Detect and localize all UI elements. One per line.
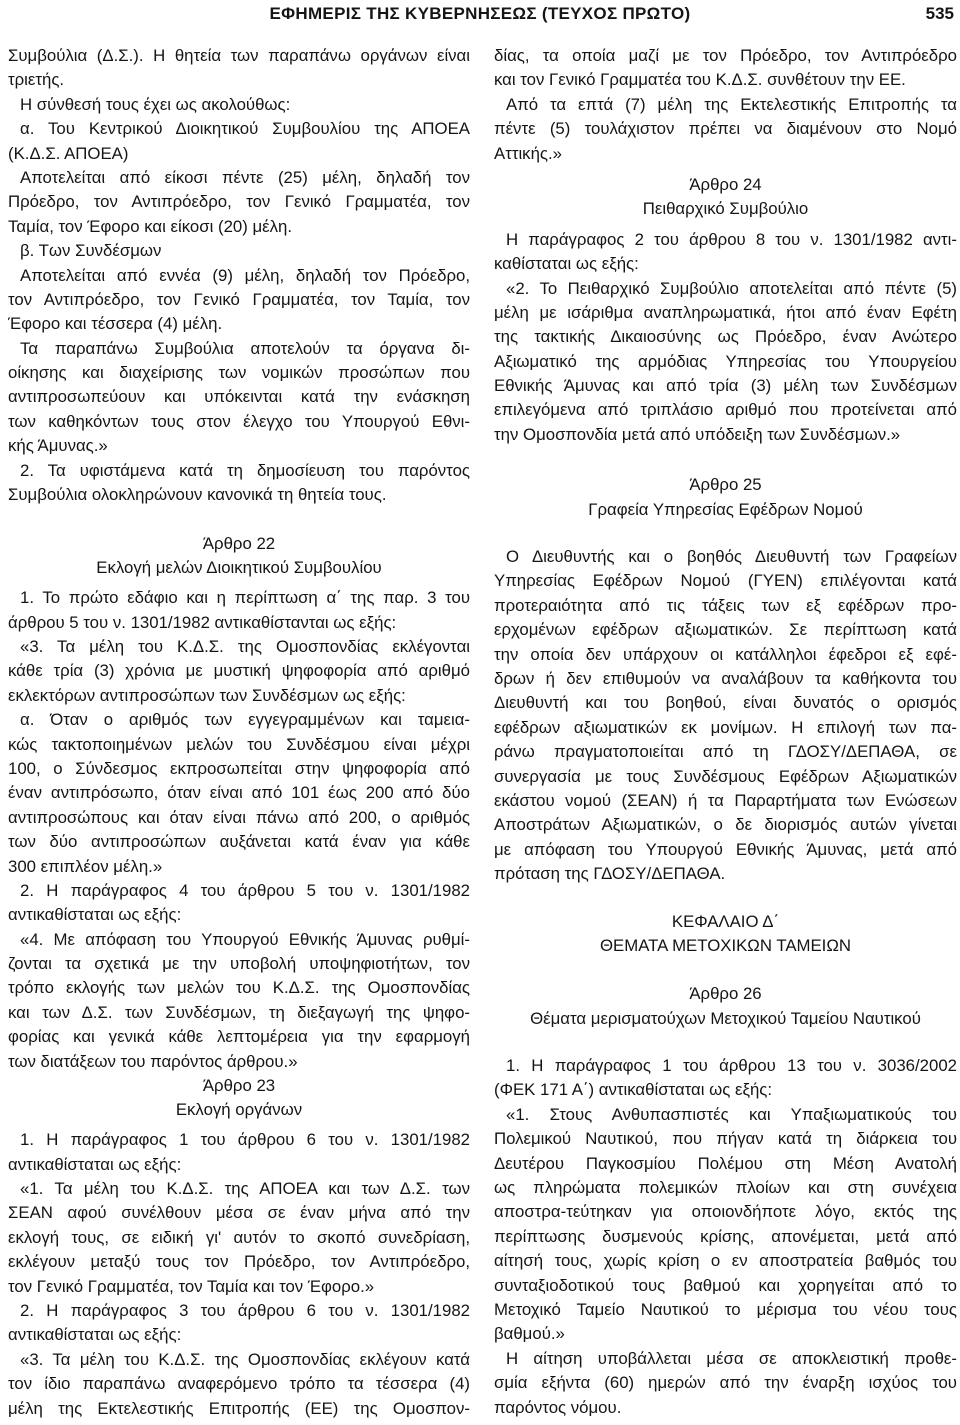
text-line: 300 επιπλέον μέλη.»: [8, 856, 163, 876]
text-line: μέλη της Εκτελεστικής Επιτροπής (ΕΕ) της Ομοσπον-: [8, 1398, 470, 1418]
text-line: δρων ή δεν επιθυμούν να αναλάβουν τα καθήκοντα του: [494, 668, 957, 688]
paragraph: [494, 1347, 957, 1420]
text-line: εκλεκτόρων αντιπροσώπων των Συνδέσμων ως εξής:: [8, 685, 406, 705]
text-line: Από τα επτά (7) μέλη της Εκτελεστικής Επιτροπής τα: [506, 94, 957, 114]
article-heading: [8, 1074, 470, 1123]
text-line: αντιπροσώπους και όταν είναι πάνω από 200, ο αριθμός: [8, 807, 470, 827]
text-line: μέλη με ισάριθμα αναπληρωματικά, ήτοι από έναν Εφέτη: [494, 302, 957, 322]
text-line: Αποτελείται από είκοσι πέντε (25) μέλη, δηλαδή τον: [20, 167, 470, 187]
text-line: α. Του Κεντρικού Διοικητικού Συμβουλίου της ΑΠΟΕΑ: [20, 119, 470, 139]
text-line: εκλογή τους, σε ειδική γι' αυτόν το σκοπό συνεδρίαση,: [8, 1227, 470, 1247]
text-line: «1. Τα μέλη του Κ.Δ.Σ. της ΑΠΟΕΑ και των Δ.Σ. των: [20, 1179, 470, 1199]
text-line: παρόντος νόμου.: [494, 1397, 622, 1417]
paragraph: [8, 239, 470, 263]
paragraph: [8, 1348, 470, 1421]
text-line: την Ομοσπονδία μετά από υπόδειξη των Συνδέσμων.»: [494, 424, 901, 444]
paragraph: [8, 44, 470, 93]
text-line: καθίσταται ως εξής:: [494, 254, 639, 274]
article-heading: [8, 532, 470, 581]
paragraph: [8, 337, 470, 459]
article-number: Άρθρο 23: [202, 1076, 276, 1096]
text-line: φορίας και γενικά κάθε λεπτομέρεια για την εφαρμογή: [8, 1027, 470, 1047]
page-header: [0, 2, 960, 26]
text-line: των διατάξεων του παρόντος άρθρου.»: [8, 1051, 298, 1071]
text-line: «3. Τα μέλη του Κ.Δ.Σ. της Ομοσπονδίας εκλέγουν κατά: [20, 1349, 470, 1369]
text-line: Πολεμικού Ναυτικού, που πήγαν κατά τη διάρκεια του: [494, 1129, 957, 1149]
text-line: Διευθυντή και του βοηθού, είναι δυνατός ο ορισμός: [494, 693, 957, 713]
text-line: και των Δ.Σ. των Συνδέσμων, τη διεξαγωγή της ψηφο-: [8, 1002, 470, 1022]
article-heading: [494, 173, 957, 222]
text-line: 2. Η παράγραφος 4 του άρθρου 5 του ν. 1301/1982: [20, 880, 470, 900]
text-line: με απόφαση του Υπουργού Εθνικής Άμυνας, μετά από: [494, 839, 957, 859]
article-title: Εκλογή οργάνων: [175, 1100, 303, 1120]
text-line: και τον Γενικό Γραμματέα του Κ.Δ.Σ. συνθέτουν την ΕΕ.: [494, 70, 906, 90]
text-line: Υπηρεσίας Εφέδρων Νομού (ΓΥΕΝ) επιλέγονται κατά: [494, 571, 957, 591]
paragraph: [8, 635, 470, 708]
text-line: αντικαθίσταται ως εξής:: [8, 1154, 182, 1174]
text-line: 1. Το πρώτο εδάφιο και η περίπτωση α΄ της παρ. 3 του: [20, 588, 470, 608]
paragraph: [8, 1128, 470, 1177]
text-line: (Κ.Δ.Σ. ΑΠΟΕΑ): [8, 143, 129, 163]
text-line: επιλεγόμενα από τριπλάσιο αριθμό που προτείνεται από: [494, 400, 957, 420]
text-line: εφέδρων αξιωματικών εκ μονίμων. Η επιλογή των πα-: [494, 717, 957, 737]
text-line: περίπτωσης δυσμενούς κρίσης, απονέμεται, μετά από: [494, 1226, 957, 1246]
text-line: αντικαθίσταται ως εξής:: [8, 1325, 182, 1345]
text-line: Δευτέρου Παγκοσμίου Πολέμου στη Μέση Ανατολή: [494, 1153, 957, 1173]
text-line: Αξιωματικό της αρμόδιας Υπηρεσίας του Υπουργείου: [494, 351, 957, 371]
text-line: Τα παραπάνω Συμβούλια αποτελούν τα όργανα δι-: [20, 338, 470, 358]
article-title: Γραφεία Υπηρεσίας Εφέδρων Νομού: [588, 499, 863, 519]
paragraph: [494, 1103, 957, 1347]
article-heading: [494, 982, 957, 1031]
text-line: οίκησης και διαχείρισης των νομικών προσώπων που: [8, 363, 470, 383]
text-line: τριετής.: [8, 70, 65, 90]
text-line: 100, ο Σύνδεσμος εκπροσωπείται στην ψηφοφορία από: [8, 758, 470, 778]
right-column: [494, 44, 957, 1420]
text-line: αποστρα-τεύτηκαν για οποιονδήποτε λόγο, εκτός της: [494, 1202, 957, 1222]
text-line: εκλέγουν μεταξύ τους τον Πρόεδρο, τον Αντιπρόεδρο,: [8, 1252, 470, 1272]
text-line: Μετοχικό Ταμείο Ναυτικού το μέρισμα του νέου τους: [494, 1299, 957, 1319]
text-line: «3. Τα μέλη του Κ.Δ.Σ. της Ομοσπονδίας εκλέγονται: [20, 636, 470, 656]
text-line: «4. Με απόφαση του Υπουργού Εθνικής Άμυνας ρυθμί-: [20, 929, 470, 949]
text-line: β. Των Συνδέσμων: [20, 241, 162, 261]
text-line: Αποστράτων Αξιωματικών, ο δε διορισμός αυτών γίνεται: [494, 815, 957, 835]
text-line: της τακτικής Δικαιοσύνης ως Πρόεδρο, έναν Ανώτερο: [494, 327, 957, 347]
chapter-heading: [494, 910, 957, 959]
text-line: τον ίδιο παραπάνω αναφερόμενο τρόπο τα τέσσερα (4): [8, 1374, 470, 1394]
text-line: Ο Διευθυντής και ο βοηθός Διευθυντή των Γραφείων: [506, 547, 957, 567]
text-line: «1. Στους Ανθυπασπιστές και Υπαξιωματικούς του: [506, 1104, 957, 1124]
text-line: Πρόεδρο, τον Αντιπρόεδρο, τον Γενικό Γραμματέα, τον: [8, 192, 470, 212]
article-number: Άρθρο 25: [689, 475, 762, 495]
paragraph: [8, 459, 470, 508]
text-line: (ΦΕΚ 171 Α΄) αντικαθίσταται ως εξής:: [494, 1080, 773, 1100]
text-line: ΣΕΑΝ αφού συνέλθουν μέσα σε έναν μήνα από την: [8, 1203, 470, 1223]
text-line: την οποία δεν υπάρχουν οι κατάλληλοι έφεδροι εξ εφέ-: [494, 644, 957, 664]
text-line: τρόπο εκλογής των μελών του Κ.Δ.Σ. της Ομοσπονδίας: [8, 978, 470, 998]
text-line: 1. Η παράγραφος 1 του άρθρου 6 του ν. 1301/1982: [20, 1130, 470, 1150]
text-line: κής Άμυνας.»: [8, 436, 108, 456]
left-column: [8, 44, 470, 1421]
text-line: Εθνικής Άμυνας και από τρία (3) μέλη των Συνδέσμων: [494, 376, 957, 396]
chapter-number: ΚΕΦΑΛΑΙΟ Δ΄: [671, 911, 780, 931]
text-line: των δύο αντιπροσώπων αυξάνεται κατά έναν για κάθε: [8, 832, 470, 852]
text-line: προτεραιότητα από τις τάξεις των εξ εφέδρων προ-: [494, 595, 957, 615]
paragraph: [8, 708, 470, 879]
text-line: βαθμού.»: [494, 1324, 565, 1344]
paragraph: [494, 1054, 957, 1103]
article-title: Θέματα μερισματούχων Μετοχικού Ταμείου Ναυτικού: [530, 1008, 921, 1028]
article-title: Εκλογή μελών Διοικητικού Συμβουλίου: [96, 558, 382, 578]
text-line: ράνω πραγματοποιείται από τη ΓΔΟΣΥ/ΔΕΠΑΘΑ, σε: [494, 742, 957, 762]
paragraph: [494, 228, 957, 277]
paragraph: [8, 93, 470, 117]
text-line: ερχομένων εφέδρων αξιωματικών. Σε περίπτωση κατά: [494, 620, 957, 640]
text-line: συνεργασία με τους Συνδέσμους Εφέδρων Αξιωματικών: [494, 766, 957, 786]
paragraph: [8, 586, 470, 635]
article-number: Άρθρο 26: [689, 984, 762, 1004]
paragraph: [494, 277, 957, 448]
text-line: α. Όταν ο αριθμός των εγγεγραμμένων και ταμεια-: [20, 710, 470, 730]
text-line: σμία εξήντα (60) ημερών από την έναρξη ισχύος του: [494, 1373, 957, 1393]
paragraph: [494, 545, 957, 886]
text-line: τον Γενικό Γραμματέα, τον Ταμία και τον Έφορο.»: [8, 1276, 375, 1296]
text-line: πρόταση της ΓΔΟΣΥ/ΔΕΠΑΘΑ.: [494, 864, 726, 884]
text-line: Αττικής.»: [494, 143, 562, 163]
text-line: Η αίτηση υποβάλλεται μέσα σε αποκλειστική προθε-: [506, 1348, 957, 1368]
text-line: συνταξιοδοτικού τους βαθμού και χορηγείται από το: [494, 1275, 957, 1295]
paragraph: [494, 93, 957, 166]
article-title: Πειθαρχικό Συμβούλιο: [642, 199, 809, 219]
gazette-title: ΕΦΗΜΕΡΙΣ ΤΗΣ ΚΥΒΕΡΝΗΣΕΩΣ (ΤΕΥΧΟΣ ΠΡΩΤΟ): [269, 4, 691, 23]
text-line: Ταμία, τον Έφορο και είκοσι (20) μέλη.: [8, 216, 293, 236]
text-line: εκάστου νομού (ΣΕΑΝ) ή τα Παραρτήματα των Ενώσεων: [494, 790, 957, 810]
text-line: κώς τακτοποιημένων μελών του Συνδέσμου είναι μέχρι: [8, 734, 470, 754]
text-line: αίτησή τους, χωρίς κρίση ο εν αποστρατεία βαθμός του: [494, 1251, 957, 1271]
text-line: 2. Τα υφιστάμενα κατά τη δημοσίευση του παρόντος: [20, 460, 470, 480]
text-line: δίας, τα οποία μαζί με τον Πρόεδρο, τον Αντιπρόεδρο: [494, 46, 957, 65]
text-line: 1. Η παράγραφος 1 του άρθρου 13 του ν. 3036/2002: [506, 1056, 957, 1076]
text-line: κάθε τρία (3) χρόνια με μυστική ψηφοφορία από αριθμό: [8, 661, 470, 681]
paragraph: [8, 264, 470, 337]
paragraph: [8, 879, 470, 928]
paragraph: [8, 1177, 470, 1299]
text-line: Έφορο και τέσσερα (4) μέλη.: [8, 314, 223, 334]
article-number: Άρθρο 24: [689, 174, 762, 194]
article-heading: [494, 473, 957, 522]
text-line: τον Αντιπρόεδρο, τον Γενικό Γραμματέα, τον Ταμία, τον: [8, 289, 470, 309]
paragraph: [8, 117, 470, 166]
chapter-title: ΘΕΜΑΤΑ ΜΕΤΟΧΙΚΩΝ ΤΑΜΕΙΩΝ: [599, 935, 852, 955]
text-line: αντιπροσωπεύουν και υπόκεινται κατά την ενάσκηση: [8, 387, 470, 407]
text-line: αντικαθίσταται ως εξής:: [8, 905, 182, 925]
article-number: Άρθρο 22: [202, 533, 276, 553]
text-line: «2. Το Πειθαρχικό Συμβούλιο αποτελείται από πέντε (5): [506, 278, 957, 298]
paragraph: [8, 1299, 470, 1348]
text-line: έναν αντιπρόσωπο, όταν είναι από 101 έως 200 από δύο: [8, 783, 470, 803]
text-line: Συμβούλια ολοκληρώνουν κανονικά τη θητεία τους.: [8, 485, 387, 505]
paragraph: [8, 928, 470, 1074]
text-line: Συμβούλια (Δ.Σ.). Η θητεία των παραπάνω οργάνων είναι: [8, 46, 470, 65]
text-line: Αποτελείται από εννέα (9) μέλη, δηλαδή τον Πρόεδρο,: [20, 265, 470, 285]
paragraph: [494, 44, 957, 93]
text-line: Η σύνθεσή τους έχει ως ακολούθως:: [20, 94, 291, 114]
text-line: ζονται τα σχετικά με την υποβολή υποψηφιοτήτων, τον: [8, 954, 470, 974]
paragraph: [8, 166, 470, 239]
text-line: ως πληρώματα πολεμικών πλοίων και στη συνέχεια: [494, 1178, 957, 1198]
text-line: πέντε (5) τουλάχιστον πρέπει να διαμένουν στο Νομό: [494, 119, 957, 139]
text-line: 2. Η παράγραφος 3 του άρθρου 6 του ν. 1301/1982: [20, 1301, 470, 1321]
text-line: άρθρου 5 του ν. 1301/1982 αντικαθίστανται ως εξής:: [8, 612, 397, 632]
page-number: 535: [925, 4, 954, 23]
text-line: των καθηκόντων τους στον έλεγχο του Υπουργού Εθνι-: [8, 411, 470, 431]
text-line: Η παράγραφος 2 του άρθρου 8 του ν. 1301/1982 αντι-: [506, 229, 957, 249]
